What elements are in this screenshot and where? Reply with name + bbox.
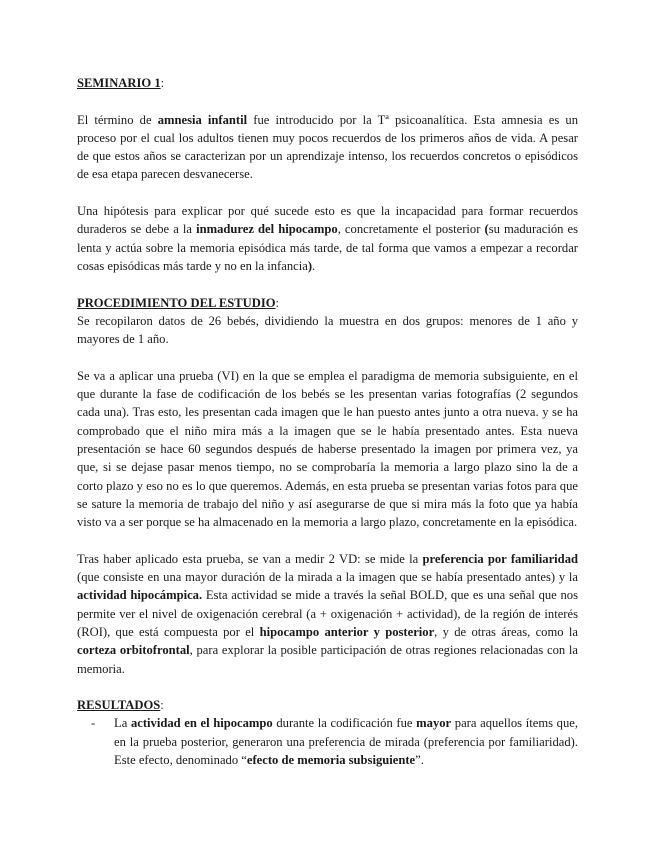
results-list: [77, 714, 578, 769]
procedure-paragraph-1: Se recopilaron datos de 26 bebés, dividiendo la muestra en dos grupos: menores de 1 año y mayores de 1 año.: [77, 313, 578, 347]
text-run: ”.: [415, 752, 424, 767]
spacer: [77, 348, 578, 366]
bold-term: inmadurez del hipocampo: [196, 222, 338, 237]
bold-term: amnesia infantil: [157, 112, 248, 127]
bold-term: corteza orbitofrontal: [77, 643, 190, 658]
spacer: [77, 92, 578, 110]
results-heading-line: [77, 696, 578, 714]
text-run: , para explorar la posible participación de otras regiones relacionadas con la memoria.: [77, 643, 578, 676]
spacer: [77, 184, 578, 202]
text-run: su maduración es lenta y actúa sobre la memoria episódica más tarde, de tal forma que vamos a empezar a recordar cosas episódicas más tarde y no en la infancia: [77, 222, 579, 273]
list-item: [77, 714, 578, 769]
text-run: para aquellos ítems que, en la prueba posterior, generaron una preferencia de mirada (preferencia por familiaridad). Este efecto, denominado “: [114, 716, 578, 767]
bold-paren: ): [307, 258, 313, 273]
spacer: [77, 678, 578, 696]
bold-term: actividad en el hipocampo: [130, 716, 273, 731]
text-run: (que consiste en una mayor duración de la mirada a la imagen que se había presentado antes) y la: [77, 570, 578, 585]
spacer: [77, 531, 578, 549]
procedure-paragraph-2: Se va a aplicar una prueba (VI) en la que se emplea el paradigma de memoria subsiguiente, en el que durante la fase de codificación de los bebés se les presentan varias fotografías (2 segundos cada una). Tras esto, les presentan cada imagen que le han puesto antes junto a otra nueva. y se ha comprobado que el niño mira más a la imagen que se le había presentado antes. Esta nueva presentación se hace 60 segundos después de haberse presentado la imagen por primera vez, ya que, si se dejase pasar menos tiempo, no se comprobaría la memoria a largo plazo sino la de a corto plazo y eso no es lo que queremos. Además, en esta prueba se presentan varias fotos para que se sature la memoria de trabajo del niño y así asegurarse de que si mira más la foto que ya había visto va a ser porque se ha almacenado en la memoria a largo plazo, concretamente en la episódica.: [77, 368, 578, 530]
bold-paren: (: [484, 222, 489, 237]
seminar-heading-suffix: :: [160, 76, 165, 90]
seminar-heading-line: [77, 74, 578, 92]
text-run: , y de otras áreas, como la: [434, 624, 578, 639]
intro-paragraph-2: [77, 202, 578, 275]
text-run: .: [312, 258, 316, 273]
text-run: Tras haber aplicado esta prueba, se van a medir 2 VD: se mide la: [77, 551, 423, 566]
text-run: Esta actividad se mide a través la señal BOLD, que es una señal que nos permite ver el nivel de oxigenación cerebral (a + oxigenación + actividad), de la región de interés (ROI), que está compuesta por el: [77, 588, 578, 639]
procedure-heading-suffix: :: [275, 295, 280, 310]
intro-paragraph-1: [77, 111, 578, 184]
text-run: fue introducido por la Tª psicoanalítica. Esta amnesia es un proceso por el cual los adultos tienen muy pocos recuerdos de los primeros años de vida. A pesar de que estos años se caracterizan por un aprendizaje intenso, los recuerdos concretos o episódicos de esa etapa parecen desvanecerse.: [77, 112, 578, 182]
bold-term: preferencia por familiaridad: [422, 551, 578, 566]
spacer: [77, 275, 578, 293]
procedure-heading: PROCEDIMIENTO DEL ESTUDIO: [77, 295, 276, 310]
text-run: , concretamente el posterior: [337, 222, 485, 237]
bold-term: efecto de memoria subsiguiente: [246, 752, 416, 767]
text-run: El término de: [77, 112, 158, 127]
text-run: La: [114, 716, 131, 731]
bold-term: mayor: [416, 716, 452, 731]
text-run: durante la codificación fue: [272, 716, 417, 731]
procedure-paragraph-3: [77, 550, 578, 678]
text-run: Una hipótesis para explicar por qué sucede esto es que la incapacidad para formar recuerdos duraderos se debe a la: [77, 204, 578, 237]
bold-term: hipocampo anterior y posterior: [259, 624, 435, 639]
procedure-heading-line: [77, 294, 578, 312]
results-heading-suffix: :: [160, 698, 164, 713]
results-heading: RESULTADOS: [77, 698, 161, 713]
seminar-heading: SEMINARIO 1: [77, 76, 161, 90]
dash-bullet: -: [91, 716, 96, 731]
bold-term: actividad hipocámpica.: [77, 588, 203, 603]
